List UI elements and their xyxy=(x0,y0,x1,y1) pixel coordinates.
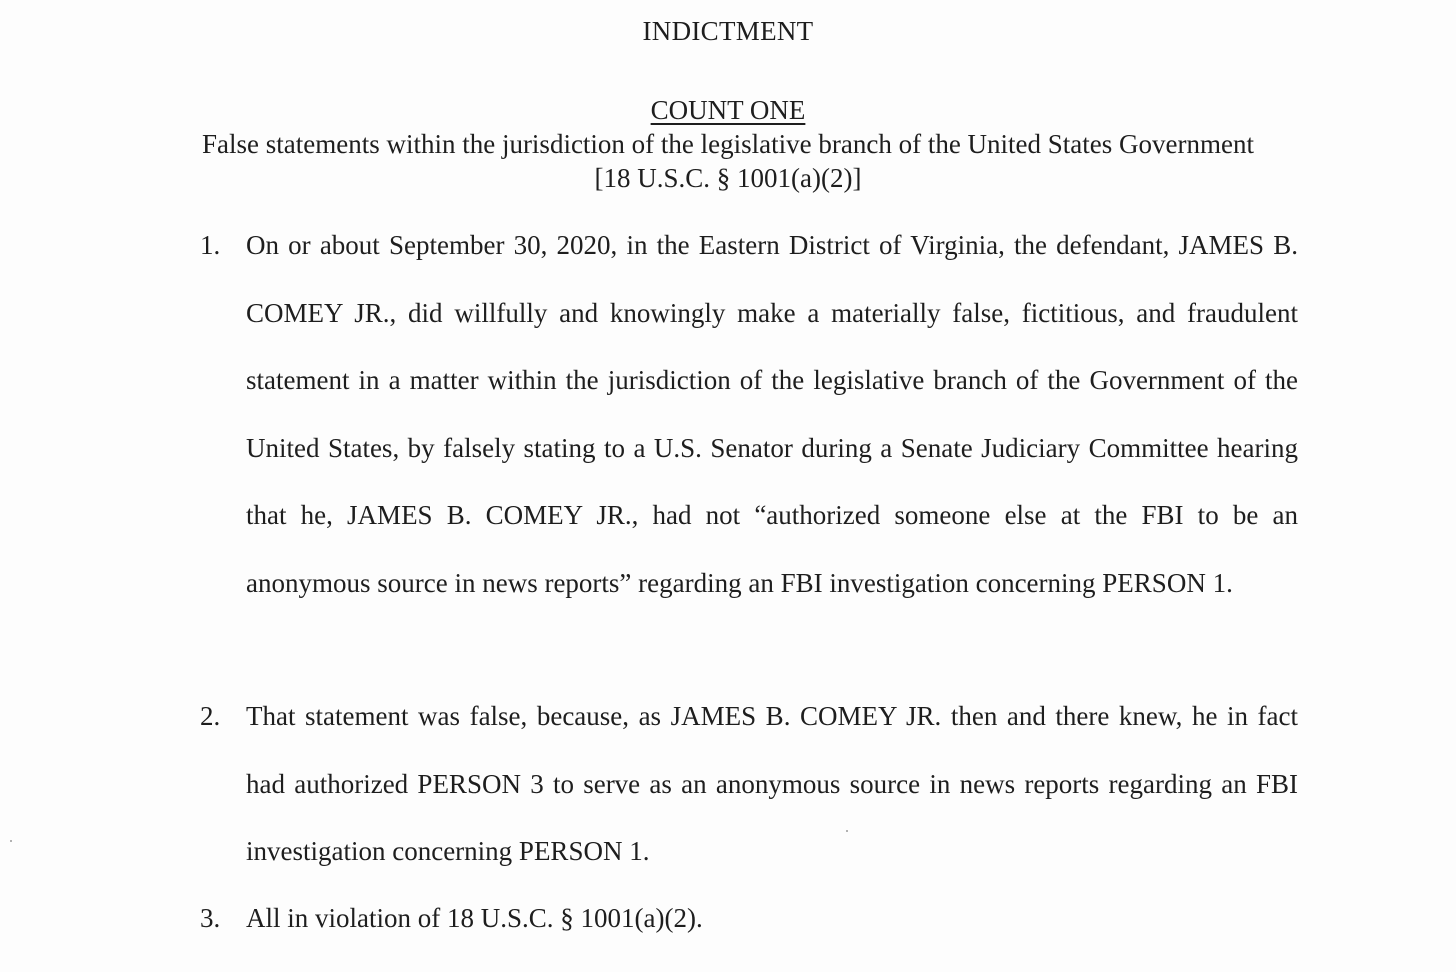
count-title: COUNT ONE xyxy=(650,95,806,125)
paragraph-text: That statement was false, because, as JAMES B. COMEY JR. then and there knew, he in fact had authorized PERSON 3 to serve as an anonymous source in news reports regarding an FBI investigation concerning PERSON 1. xyxy=(246,701,1298,866)
count-citation: [18 U.S.C. § 1001(a)(2)] xyxy=(594,163,862,193)
document-heading: INDICTMENT xyxy=(642,16,814,46)
paragraph-number: 1. xyxy=(200,230,221,260)
count-subtitle: False statements within the jurisdiction of the legislative branch of the United States Government xyxy=(201,129,1254,159)
paragraph-text: On or about September 30, 2020, in the Eastern District of Virginia, the defendant, JAMES B. COMEY JR., did willfully and knowingly make a materially false, fictitious, and fraudulent statement in a matter within the jurisdiction of the legislative branch of the Government of the United States, by falsely stating to a U.S. Senator during a Senate Judiciary Committee hearing that he, JAMES B. COMEY JR., had not “authorized someone else at the FBI to be an anonymous source in news reports” regarding an FBI investigation concerning PERSON 1. xyxy=(246,230,1298,598)
paragraph-number: 3. xyxy=(200,903,221,933)
scan-speck xyxy=(10,840,12,842)
paragraph-text: All in violation of 18 U.S.C. § 1001(a)(2). xyxy=(246,903,703,933)
scan-speck xyxy=(846,830,848,832)
paragraph-number: 2. xyxy=(200,701,221,731)
